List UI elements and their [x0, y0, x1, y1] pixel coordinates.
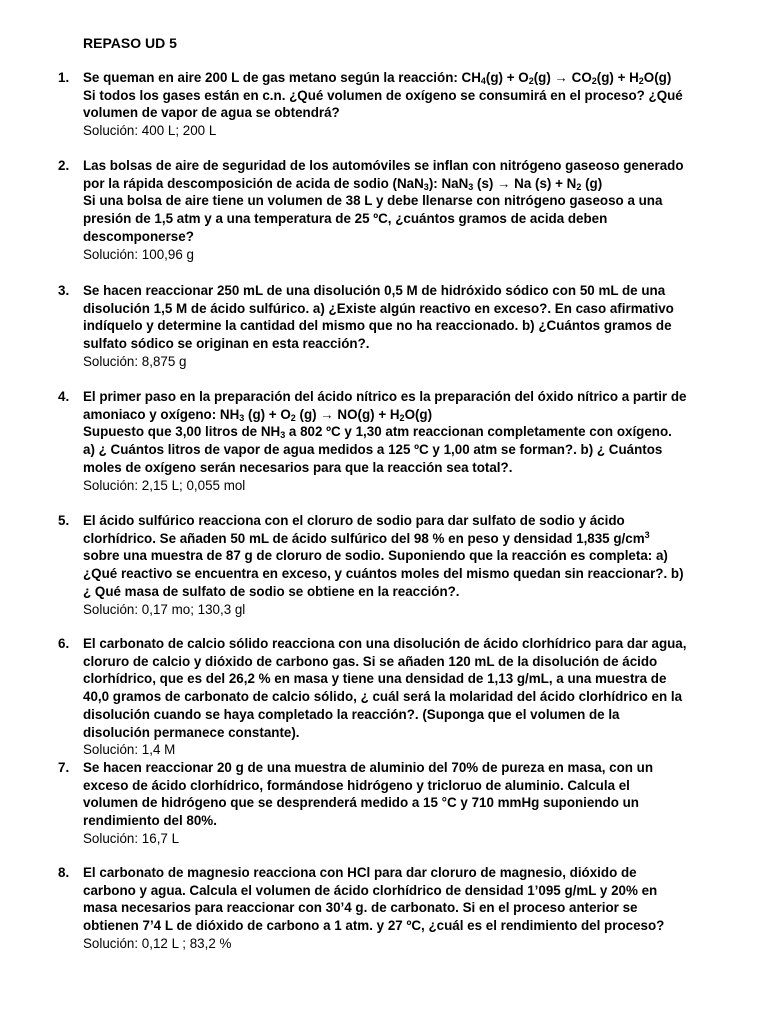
solution-line: Solución: 0,17 mo; 130,3 gl — [83, 601, 246, 617]
problem-number: 6. — [58, 636, 70, 651]
problem-text-line: Se queman en aire 200 L de gas metano según la reacción: $CH_4(g) + O_2(g) \to CO_2(g) + H_2O(g)$ — [83, 70, 672, 86]
problem-text-line: carbono y agua. Calcula el volumen de ácido clorhídrico de densidad 1’095 g/mL y 20% en — [83, 882, 658, 898]
subscript: 2 — [576, 181, 582, 192]
subscript: 2 — [638, 76, 644, 86]
problem-text-line: sulfato sódico se originan en esta reacción?. — [83, 336, 370, 352]
problem-text-line: Se hacen reaccionar 250 mL de una disolución 0,5 M de hidróxido sódico con 50 mL de una — [83, 283, 666, 298]
problem-text-line: volumen de hidrógeno que se desprenderá medido a 15 °C y 710 mmHg suponiendo un — [83, 795, 639, 811]
superscript: 3 — [644, 529, 650, 540]
subscript: 2 — [528, 76, 534, 86]
problem-text-line: El ácido sulfúrico reacciona con el cloruro de sodio para dar sulfato de sodio y ácido — [83, 513, 625, 528]
problem-text-line: disolución cuando se haya completado la reacción?. (Suponga que el volumen de la — [83, 706, 620, 722]
problem-text-line: volumen de vapor de agua se obtendrá? — [83, 105, 340, 121]
problem-text-line: El primer paso en la preparación del ácido nítrico es la preparación del óxido nítrico a partir de — [83, 389, 687, 404]
problem-text-line: Se hacen reaccionar 20 g de una muestra de aluminio del 70% de pureza en masa, con un — [83, 760, 654, 775]
problem-text-line: por la rápida descomposición de acida de sodio (NaN$_3$): NaN$_3$ (s) → Na $(s) + N_2$ (g) — [83, 175, 603, 192]
problem-text-line: moles de oxígeno serán necesarios para que la reacción sea total?. — [83, 459, 513, 475]
solution-line: Solución: 1,4 M — [83, 742, 176, 758]
problem-text-line: descomponerse? — [83, 228, 194, 244]
problem-number: 5. — [58, 513, 70, 528]
problem-text-line: Si una bolsa de aire tiene un volumen de 38 L y debe llenarse con nitrógeno gaseoso a una — [83, 193, 663, 209]
problem-text-line: ¿Qué reactivo se encuentra en exceso, y cuántos moles del mismo quedan sin reaccionar?. b) — [83, 566, 684, 582]
subscript: 2 — [591, 76, 597, 86]
problem-text-line: 40,0 gramos de carbonato de calcio sólido, ¿ cuál será la molaridad del ácido clorhídrico en la — [83, 689, 683, 705]
problem-text-line: obtienen 7’4 L de dióxido de carbono a 1 atm. y 27 ºC, ¿cuál es el rendimiento del proceso? — [83, 918, 665, 934]
problem-text-line: Si todos los gases están en c.n. ¿Qué volumen de oxígeno se consumirá en el proceso? ¿Qué — [83, 87, 683, 103]
solution-line: Solución: 0,12 L ; 83,2 % — [83, 935, 232, 951]
problem-text-line: indíquelo y determine la cantidad del mismo que no ha reaccionado. b) ¿Cuántos gramos de — [83, 318, 672, 334]
problem-text-line: presión de 1,5 atm y a una temperatura de 25 ºC, ¿cuántos gramos de acida deben — [83, 211, 608, 227]
subscript: 2 — [290, 412, 296, 423]
problem-text-line: exceso de ácido clorhídrico, formándose hidrógeno y tricloruo de aluminio. Calcula el — [83, 777, 630, 793]
problem-text-line: ¿ Qué masa de sulfato de sodio se obtiene en la reacción?. — [83, 583, 460, 599]
problem-text-line: El carbonato de magnesio reacciona con HCl para dar cloruro de magnesio, dióxido de — [83, 865, 637, 880]
problem-text-line: Las bolsas de aire de seguridad de los automóviles se inflan con nitrógeno gaseoso generado — [83, 158, 684, 173]
subscript: 3 — [280, 430, 286, 441]
subscript: 3 — [239, 412, 245, 423]
problem-number: 4. — [58, 389, 70, 404]
problem-text-line: a) ¿ Cuántos litros de vapor de agua medidos a 125 ºC y 1,00 atm se forman?. b) ¿ Cuántos — [83, 442, 663, 458]
problem-number: 2. — [58, 158, 70, 173]
solution-line: Solución: 16,7 L — [83, 830, 180, 846]
solution-line: Solución: 400 L; 200 L — [83, 123, 217, 139]
problem-text-line: El carbonato de calcio sólido reacciona con una disolución de ácido clorhídrico para dar agua, — [83, 636, 687, 651]
problem-text-line: rendimiento del 80%. — [83, 813, 217, 829]
document-title: REPASO UD 5 — [83, 35, 177, 51]
problem-text-line: masa necesarios para reaccionar con 30’4 g. de carbonato. Si en el proceso anterior se — [83, 900, 638, 916]
subscript: 2 — [399, 412, 405, 423]
solution-line: Solución: 100,96 g — [83, 246, 194, 262]
subscript: 4 — [480, 76, 486, 86]
problem-number: 8. — [58, 865, 70, 880]
subscript: 3 — [468, 181, 474, 192]
problem-number: 1. — [58, 70, 70, 85]
problem-text-line: sobre una muestra de 87 g de cloruro de sodio. Suponiendo que la reacción es completa: a) — [83, 548, 668, 564]
problem-text-line: clorhídrico, que es del 26,2 % en masa y tiene una densidad de 1,13 g/mL, a una muestra de — [83, 671, 667, 687]
problem-text-line: disolución permanece constante). — [83, 724, 300, 740]
problem-text-line: disolución 1,5 M de ácido sulfúrico. a) ¿Existe algún reactivo en exceso?. En caso afirmativo — [83, 300, 674, 316]
subscript: 3 — [423, 181, 429, 192]
problem-text-line: cloruro de calcio y dióxido de carbono gas. Si se añaden 120 mL de la disolución de ácido — [83, 653, 658, 669]
problem-text-line: Supuesto que 3,00 litros de $NH_3$ a 802 ºC y 1,30 atm reaccionan completamente con oxígeno. — [83, 424, 672, 441]
problem-text-line: amoniaco y oxígeno: $NH_3$ $(g) + O_2$ $(g) \to NO(g) + H_2O(g)$ — [83, 406, 433, 423]
problem-number: 3. — [58, 283, 70, 298]
problem-number: 7. — [58, 760, 70, 775]
solution-line: Solución: 8,875 g — [83, 353, 187, 369]
solution-line: Solución: 2,15 L; 0,055 mol — [83, 477, 246, 493]
problem-text-line: clorhídrico. Se añaden 50 mL de ácido sulfúrico del 98 % en peso y densidad 1,835 $g/cm^3$ — [83, 529, 650, 546]
